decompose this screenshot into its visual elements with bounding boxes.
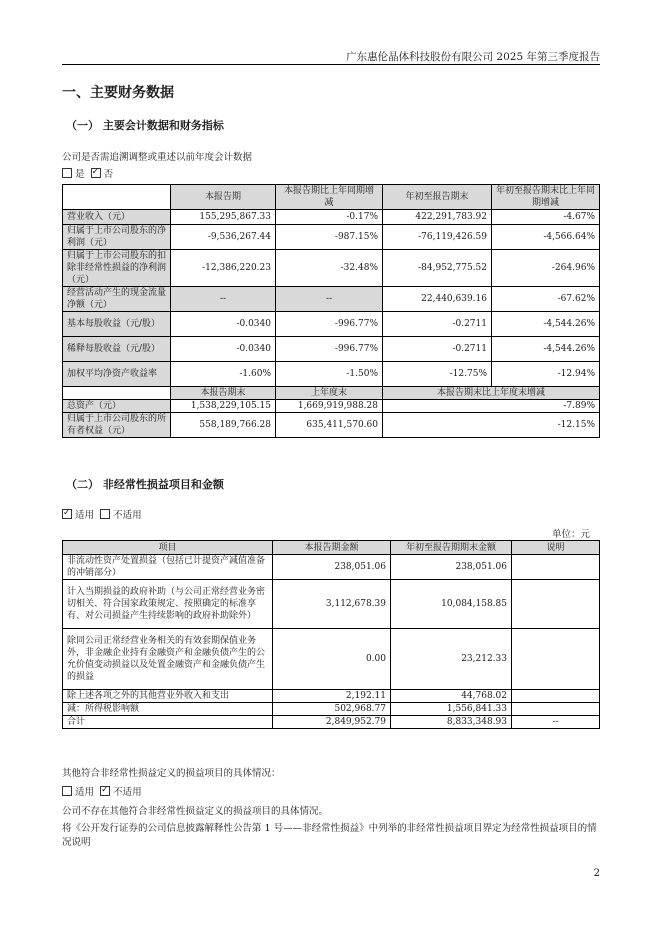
table-cell: 项目 xyxy=(63,541,273,555)
table-cell: -12.94% xyxy=(492,362,600,387)
table-cell: 本报告期比上年同期增减 xyxy=(276,185,383,210)
table-cell: 558,189,766.28 xyxy=(171,413,276,438)
table-cell: -4,566.64% xyxy=(492,225,600,250)
table-cell: -84,952,775.52 xyxy=(383,250,492,287)
table-cell: -987.15% xyxy=(276,225,383,250)
reclass-note: 将《公开发行证券的公司信息披露解释性公告第 1 号——非经常性损益》中列举的非经常性损益项目界定为经常性损益项目的情况说明 xyxy=(62,823,597,848)
table-cell: 本报告期 xyxy=(171,185,276,210)
table-cell: 44,768.02 xyxy=(391,690,512,703)
table-cell: -4.67% xyxy=(492,210,600,225)
table-cell: 635,411,570.60 xyxy=(276,413,383,438)
table-cell: -1.60% xyxy=(171,362,276,387)
table-cell: 非流动性资产处置损益（包括已计提资产减值准备的冲销部分） xyxy=(63,555,273,580)
section-title: 一、主要财务数据 xyxy=(62,85,174,101)
table-cell: -67.62% xyxy=(492,287,600,312)
restate-options xyxy=(62,166,113,180)
table-cell: 除上述各项之外的其他营业外收入和支出 xyxy=(63,690,273,703)
table-row xyxy=(63,555,600,580)
table-cell: -996.77% xyxy=(276,312,383,337)
table-cell: 155,295,867.33 xyxy=(171,210,276,225)
table-cell: 合计 xyxy=(63,716,273,729)
table-cell xyxy=(512,629,600,690)
table-cell: 年初至报告期末比上年同期增减 xyxy=(492,185,600,210)
table-cell: -- xyxy=(171,287,276,312)
table-cell: 238,051.06 xyxy=(273,555,391,580)
option-na-label: 不适用 xyxy=(113,510,142,521)
table-row xyxy=(63,400,600,413)
option-apply-label-2: 适用 xyxy=(75,787,95,798)
table-cell: -0.2711 xyxy=(383,337,492,362)
table-cell: 1,669,919,988.28 xyxy=(276,400,383,413)
table-cell: -1.50% xyxy=(276,362,383,387)
nonrecurring-options xyxy=(62,507,142,521)
table-cell: 除同公司正常经营业务相关的有效套期保值业务外，非金融企业持有金融资产和金融负债产生的公允价值变动损益以及处置金融资产和金融负债产生的损益 xyxy=(63,629,273,690)
table-cell: -0.0340 xyxy=(171,337,276,362)
table-cell: 上年度末 xyxy=(276,387,383,400)
table-cell: 本报告期末 xyxy=(171,387,276,400)
table-cell: 本报告期金额 xyxy=(273,541,391,555)
option-apply-label: 适用 xyxy=(75,510,95,521)
table-cell: -4,544.26% xyxy=(492,337,600,362)
table-cell: -76,119,426.59 xyxy=(383,225,492,250)
table-row xyxy=(63,716,600,729)
table-cell: 加权平均净资产收益率 xyxy=(63,362,171,387)
option-na-label-2: 不适用 xyxy=(113,787,142,798)
table-row xyxy=(63,580,600,629)
table-row xyxy=(63,362,600,387)
table-cell: -- xyxy=(276,287,383,312)
table-row xyxy=(63,287,600,312)
unit-label: 单位：元 xyxy=(551,529,590,540)
table-row xyxy=(63,337,600,362)
table-cell xyxy=(63,185,171,210)
table-cell xyxy=(512,555,600,580)
table-row xyxy=(63,250,600,287)
table-cell: 计入当期损益的政府补助（与公司正常经营业务密切相关、符合国家政策规定、按照确定的标准享有、对公司损益产生持续影响的政府补助除外） xyxy=(63,580,273,629)
table-cell: 本报告期末比上年度末增减 xyxy=(383,387,600,400)
table-cell: 0.00 xyxy=(273,629,391,690)
table-cell xyxy=(512,580,600,629)
table-row xyxy=(63,629,600,690)
page-number: 2 xyxy=(593,868,600,879)
table-cell: -12.75% xyxy=(383,362,492,387)
table-cell: -4,544.26% xyxy=(492,312,600,337)
table-cell: 归属于上市公司股东的所有者权益（元） xyxy=(63,413,171,438)
table-cell: -996.77% xyxy=(276,337,383,362)
table-cell: 23,212.33 xyxy=(391,629,512,690)
table-cell: -0.2711 xyxy=(383,312,492,337)
table-row xyxy=(63,210,600,225)
table-row xyxy=(63,703,600,716)
table-cell: 238,051.06 xyxy=(391,555,512,580)
table-cell: -12.15% xyxy=(383,413,600,438)
subsection-title-accounting: （一） 主要会计数据和财务指标 xyxy=(66,119,224,132)
table-cell: 减：所得税影响额 xyxy=(63,703,273,716)
no-other-items: 公司不存在其他符合非经常性损益定义的损益项目的具体情况。 xyxy=(62,806,329,817)
table-cell xyxy=(63,387,171,400)
table-cell: 营业收入（元） xyxy=(63,210,171,225)
table-cell: 总资产（元） xyxy=(63,400,171,413)
table-cell: -7.89% xyxy=(383,400,600,413)
table-cell: -12,386,220.23 xyxy=(171,250,276,287)
table-cell: 2,849,952.79 xyxy=(273,716,391,729)
table-cell: 1,538,229,105.15 xyxy=(171,400,276,413)
header-divider xyxy=(62,64,600,65)
table-cell: 8,833,348.93 xyxy=(391,716,512,729)
report-header: 广东惠伦晶体科技股份有限公司 2025 年第三季度报告 xyxy=(346,51,600,63)
table-cell: 年初至报告期期末金额 xyxy=(391,541,512,555)
table-cell: 归属于上市公司股东的扣除非经常性损益的净利润（元） xyxy=(63,250,171,287)
table-cell: 稀释每股收益（元/股） xyxy=(63,337,171,362)
table-cell: 3,112,678.39 xyxy=(273,580,391,629)
table-row xyxy=(63,312,600,337)
table-cell: 1,556,841.33 xyxy=(391,703,512,716)
table-header-row xyxy=(63,541,600,555)
nonrecurring-table xyxy=(62,540,600,729)
checkbox-na[interactable] xyxy=(100,509,110,519)
table-cell: -0.17% xyxy=(276,210,383,225)
checkbox-na-2[interactable] xyxy=(100,786,110,796)
table-cell: -32.48% xyxy=(276,250,383,287)
table-cell: 502,968.77 xyxy=(273,703,391,716)
table-cell: -264.96% xyxy=(492,250,600,287)
subsection-title-nonrecurring: （二） 非经常性损益项目和金额 xyxy=(66,478,224,491)
table-cell: 基本每股收益（元/股） xyxy=(63,312,171,337)
table-cell: 年初至报告期末 xyxy=(383,185,492,210)
table-cell: 10,084,158.85 xyxy=(391,580,512,629)
other-items-note: 其他符合非经常性损益定义的损益项目的具体情况： xyxy=(62,768,281,779)
checkbox-yes[interactable] xyxy=(62,168,72,178)
option-yes-label: 是 xyxy=(75,169,85,180)
table-cell: -- xyxy=(512,716,600,729)
table-cell: -0.0340 xyxy=(171,312,276,337)
other-items-options xyxy=(62,784,142,798)
checkbox-no[interactable] xyxy=(91,168,101,178)
table-cell: 2,192.11 xyxy=(273,690,391,703)
table-cell: 说明 xyxy=(512,541,600,555)
table-row xyxy=(63,413,600,438)
table-cell xyxy=(512,690,600,703)
option-no-label: 否 xyxy=(103,169,114,180)
table-header-row xyxy=(63,387,600,400)
table-row xyxy=(63,690,600,703)
table-cell: 经营活动产生的现金流量净额（元） xyxy=(63,287,171,312)
table-cell: 归属于上市公司股东的净利润（元） xyxy=(63,225,171,250)
table-cell: 422,291,783.92 xyxy=(383,210,492,225)
table-cell xyxy=(512,703,600,716)
table-row xyxy=(63,225,600,250)
table-header-row xyxy=(63,185,600,210)
checkbox-apply[interactable] xyxy=(62,509,72,519)
key-financial-table xyxy=(62,184,600,438)
restate-question: 公司是否需追溯调整或重述以前年度会计数据 xyxy=(62,152,253,163)
table-cell: 22,440,639.16 xyxy=(383,287,492,312)
table-cell: -9,536,267.44 xyxy=(171,225,276,250)
checkbox-apply-2[interactable] xyxy=(62,786,72,796)
